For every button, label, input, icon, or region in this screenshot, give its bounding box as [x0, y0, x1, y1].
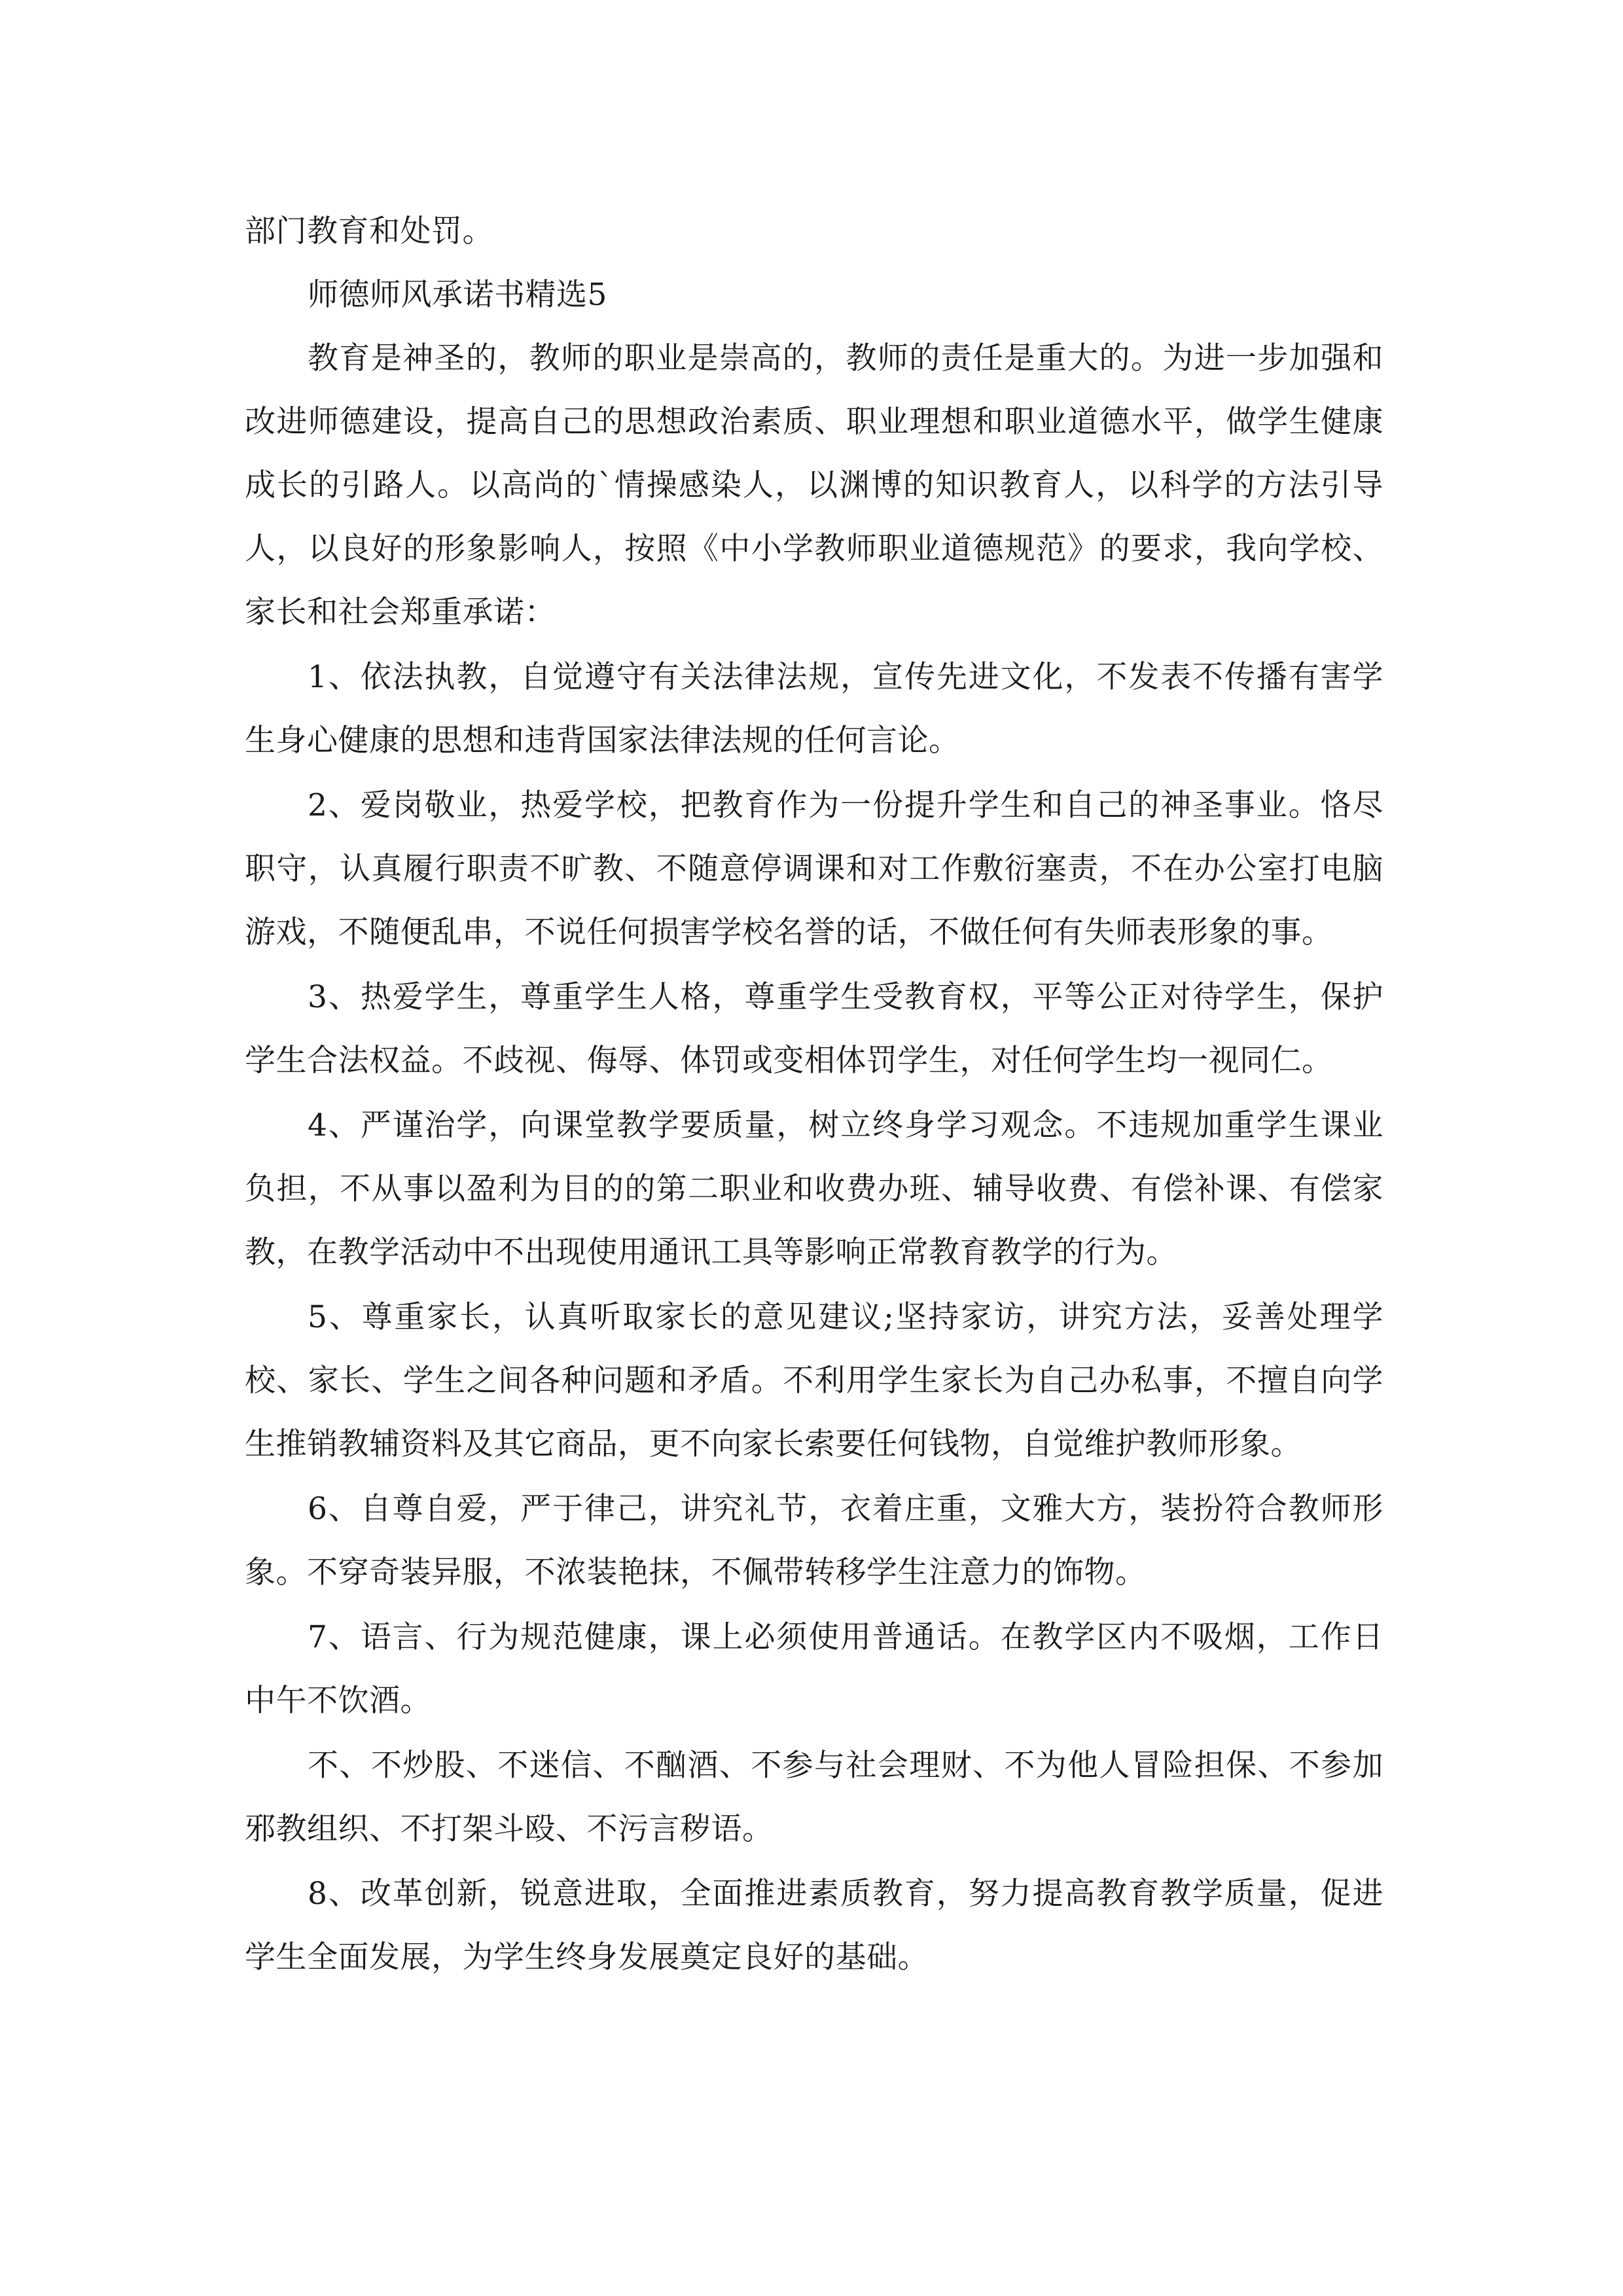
paragraph-item-8: 8、改革创新，锐意进取，全面推进素质教育，努力提高教育教学质量，促进学生全面发展，为学生终身发展奠定良好的基础。 — [245, 1876, 1383, 1975]
paragraph-item-3: 3、热爱学生，尊重学生人格，尊重学生受教育权，平等公正对待学生，保护学生合法权益。不歧视、侮辱、体罚或变相体罚学生，对任何学生均一视同仁。 — [245, 979, 1383, 1079]
paragraph-item-2: 2、爱岗敬业，热爱学校，把教育作为一份提升学生和自己的神圣事业。恪尽职守，认真履行职责不旷教、不随意停调课和对工作敷衍塞责，不在办公室打电脑游戏，不随便乱串，不说任何损害学校名誉的话，不做任何有失师表形象的事。 — [245, 787, 1383, 950]
paragraph-item-6: 6、自尊自爱，严于律己，讲究礼节，衣着庄重，文雅大方，装扮符合教师形象。不穿奇装异服，不浓装艳抹，不佩带转移学生注意力的饰物。 — [245, 1491, 1383, 1590]
paragraph-continuation: 部门教育和处罚。 — [245, 213, 493, 249]
paragraph-intro: 教育是神圣的，教师的职业是崇高的，教师的责任是重大的。为进一步加强和改进师德建设，提高自己的思想政治素质、职业理想和职业道德水平，做学生健康成长的引路人。以高尚的`情操感染人，以渊博的知识教育人，以科学的方法引导人，以良好的形象影响人，按照《中小学教师职业道德规范》的要求，我向学校、家长和社会郑重承诺： — [245, 340, 1383, 630]
paragraph-item-7: 7、语言、行为规范健康，课上必须使用普通话。在教学区内不吸烟，工作日中午不饮酒。 — [245, 1619, 1383, 1719]
section-title: 师德师风承诺书精选5 — [308, 277, 607, 313]
document-body — [245, 200, 1383, 1989]
paragraph-item-1: 1、依法执教，自觉遵守有关法律法规，宣传先进文化，不发表不传播有害学生身心健康的思想和违背国家法律法规的任何言论。 — [245, 659, 1383, 759]
paragraph-item-5: 5、尊重家长，认真听取家长的意见建议;坚持家访，讲究方法，妥善处理学校、家长、学生之间各种问题和矛盾。不利用学生家长为自己办私事，不擅自向学生推销教辅资料及其它商品，更不向家长索要任何钱物，自觉维护教师形象。 — [245, 1299, 1383, 1462]
paragraph-item-4: 4、严谨治学，向课堂教学要质量，树立终身学习观念。不违规加重学生课业负担，不从事以盈利为目的的第二职业和收费办班、辅导收费、有偿补课、有偿家教，在教学活动中不出现使用通讯工具等影响正常教育教学的行为。 — [245, 1107, 1383, 1270]
paragraph-item-prohibitions: 不、不炒股、不迷信、不酗酒、不参与社会理财、不为他人冒险担保、不参加邪教组织、不打架斗殴、不污言秽语。 — [245, 1748, 1383, 1847]
